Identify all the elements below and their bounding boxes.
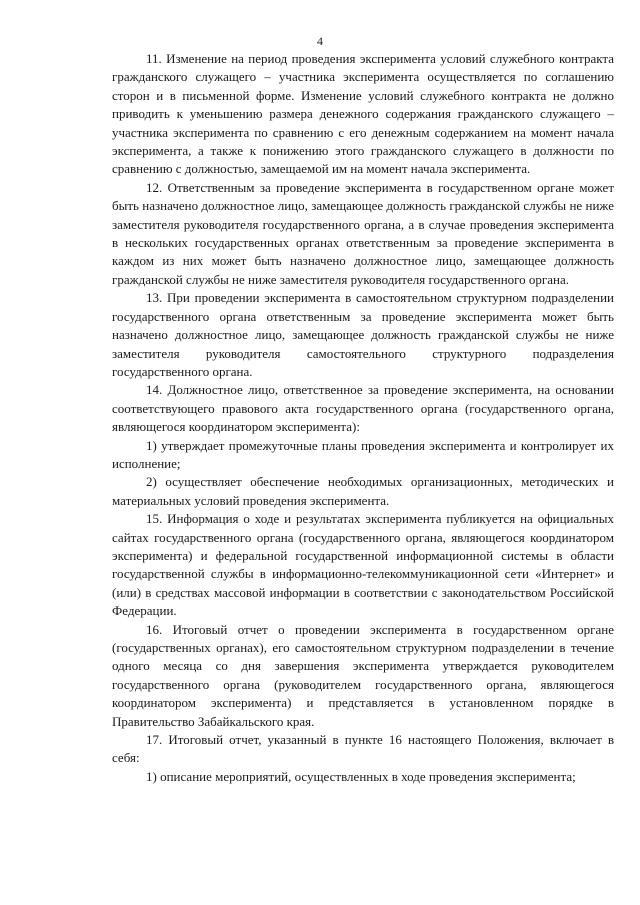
paragraph-12: 12. Ответственным за проведение эксперимента в государственном органе может быть назначено должностное лицо, замещающее должность гражданской службы не ниже заместителя руководителя государственного органа, а в случае проведения эксперимента в нескольких государственных органах ответственным за проведение эксперимента в каждом из них может быть назначено должностное лицо, замещающее должность гражданской службы не ниже заместителя руководителя государственного органа.: [112, 179, 614, 287]
document-body: [112, 50, 614, 786]
paragraph-14-item-2: 2) осуществляет обеспечение необходимых организационных, методических и материальных условий проведения эксперимента.: [112, 474, 614, 508]
paragraph-13: 13. При проведении эксперимента в самостоятельном структурном подразделении государственного органа ответственным за проведение эксперимента может быть назначено должностное лицо, замещающее должность гражданской службы не ниже заместителя руководителя самостоятельного структурного подразделения государственного органа.: [112, 290, 614, 379]
paragraph-15: 15. Информация о ходе и результатах эксперимента публикуется на официальных сайтах государственного органа (государственного органа, являющегося координатором эксперимента) и федеральной государственной информационной системы в области государственной службы в информационно-телекоммуникационной сети «Интернет» и (или) в средствах массовой информации в соответствии с законодательством Российской Федерации.: [112, 511, 614, 619]
page-number: 4: [317, 34, 323, 48]
paragraph-14: 14. Должностное лицо, ответственное за проведение эксперимента, на основании соответствующего правового акта государственного органа (государственного органа, являющегося координатором эксперимента):: [112, 382, 614, 435]
paragraph-16: 16. Итоговый отчет о проведении эксперимента в государственном органе (государственных органах), его самостоятельном структурном подразделении в течение одного месяца со дня завершения эксперимента утверждается руководителем государственного органа (руководителем государственного органа, являющегося координатором эксперимента) и представляется в установленном порядке в Правительство Забайкальского края.: [112, 621, 614, 729]
paragraph-17: 17. Итоговый отчет, указанный в пункте 16 настоящего Положения, включает в себя:: [112, 732, 614, 766]
paragraph-17-item-1: 1) описание мероприятий, осуществленных в ходе проведения эксперимента;: [146, 768, 576, 784]
paragraph-11: 11. Изменение на период проведения эксперимента условий служебного контракта гражданского служащего – участника эксперимента осуществляется по соглашению сторон и в письменной форме. Изменение условий служебного контракта не должно приводить к уменьшению размера денежного содержания гражданского служащего – участника эксперимента по сравнению с его денежным содержанием на момент начала эксперимента, а также к понижению этого гражданского служащего в должности по сравнению с должностью, замещаемой им на момент начала эксперимента.: [112, 51, 614, 177]
paragraph-14-item-1: 1) утверждает промежуточные планы проведения эксперимента и контролирует их исполнение;: [112, 437, 614, 471]
